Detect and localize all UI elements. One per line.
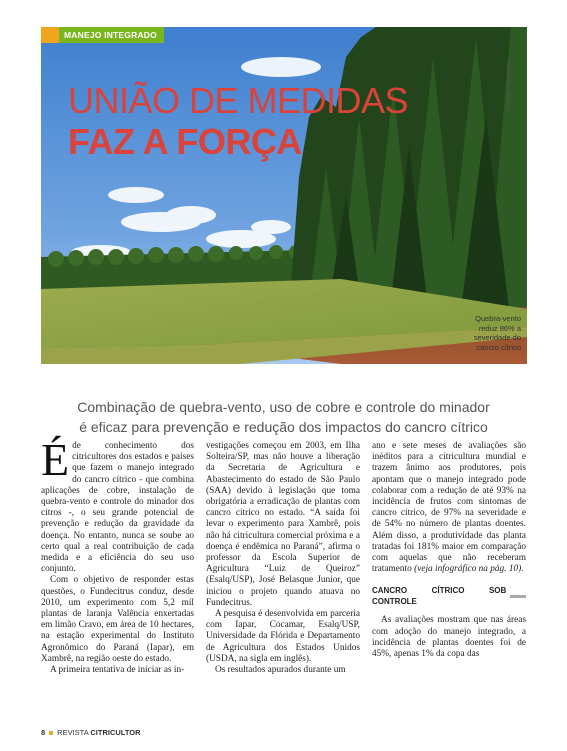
- magazine-name: [57, 728, 140, 737]
- article-title-line2: FAZ A FORÇA: [68, 121, 302, 162]
- infographic-reference: (veja infográfico na pág. 10).: [414, 564, 524, 575]
- caption-line: Quebra-vento: [475, 314, 521, 323]
- article-lede: [40, 397, 527, 437]
- body-paragraph: As avaliações mostram que nas áreas com adoção do manejo integrado, a incidência de plantas doentes foi de 45%, apenas 1% da copa das: [372, 615, 526, 660]
- magazine-title: CITRICULTOR: [90, 728, 141, 737]
- drop-cap: É: [41, 434, 70, 485]
- section-tag-marker: [41, 27, 59, 43]
- body-paragraph: [372, 441, 526, 575]
- article-title-line1: UNIÃO DE MEDIDAS: [68, 80, 409, 121]
- body-paragraph: Com o objetivo de responder estas questões, o Fundecitrus conduz, desde 2010, um experimento com 5,2 mil plantas de laranja Valência enxertadas em limão Cravo, em área de 10 hectares, na estação experimental do Instituto Agronômico do Paraná (Iapar), em Xambrê, na região oeste do estado.: [41, 575, 194, 664]
- photo-credit: Foto Alex Fundecitrus: [506, 58, 512, 112]
- subhead-rule: [510, 595, 526, 598]
- subhead-label: CANCRO CÍTRICO SOB CONTROLE: [372, 586, 507, 607]
- body-column-2: [206, 441, 360, 676]
- page-footer: [41, 728, 141, 737]
- body-paragraph: A primeira tentativa de iniciar as in-: [50, 665, 185, 676]
- body-paragraph: vestigações começou em 2003, em Ilha Solteira/SP, mas não houve a liberação da Secretaria de Agricultura e Abastecimento do estado de São Paulo (SAA) devido à legislação que toma obrigatória a erradicação de plantas com cancro cítrico no estado. “A saída foi levar o experimento para Xambrê, pois não há citricultura comercial próxima e a doença é endêmica no Paraná”, afirma o professor da Escola Superior de Agricultura “Luiz de Queiroz” (Esalq/USP), José Belasque Junior, que iniciou o projeto quando atuava no Fundecitrus.: [206, 441, 360, 608]
- lede-line: é eficaz para prevenção e redução dos impactos do cancro cítrico: [79, 419, 488, 435]
- caption-line: reduz 86% a: [478, 323, 521, 333]
- page-number: 8: [41, 728, 46, 737]
- body-paragraph: Os resultados apurados durante um: [215, 665, 346, 676]
- body-paragraph: A pesquisa é desenvolvida em parceria com Iapar, Cocamar, Esalq/USP, Universidade da Flórida e Departamento de Agricultura dos Estados Unidos (USDA, na sigla em inglês).: [206, 609, 360, 664]
- body-column-3: [372, 441, 526, 660]
- section-subhead: [372, 585, 526, 607]
- photo-caption: [441, 314, 521, 352]
- caption-line: cancro cítrico: [476, 342, 521, 352]
- paragraph-text: de conhecimento dos citricultores dos estados e países que fazem o manejo integrado do cancro cítrico - que combina aplicações de cobre, instalação de quebra-vento e controle do minador dos citros -, o seu grande potencial de prevenção e redução da gravidade da doença. No entanto, nunca se soube ao certo qual a real contribuição de cada medida e a eficiência do seu uso conjunto.: [41, 441, 194, 575]
- lede-line: Combinação de quebra-vento, uso de cobre e controle do minador: [77, 399, 490, 415]
- section-tag-label: MANEJO INTEGRADO: [59, 27, 164, 43]
- paragraph-text: ano e sete meses de avaliações são inéditos para a citricultura mundial e trazem ânimo aos produtores, pois apontam que o manejo integrado pode colaborar com a redução de até 93% na incidência de frutos com sintomas de cancro cítrico, de 97% na severidade e de 54% no número de plantas doentes. Além disso, a produtividade das planta tratadas foi 181% maior em comparação com aquelas que não receberam tratamento: [372, 441, 526, 575]
- magazine-prefix: REVISTA: [57, 728, 89, 737]
- section-tag: [41, 27, 164, 43]
- body-paragraph: [41, 434, 194, 575]
- caption-line: severidade do: [473, 333, 521, 342]
- footer-marker: [49, 731, 53, 735]
- body-column-1: [41, 434, 194, 676]
